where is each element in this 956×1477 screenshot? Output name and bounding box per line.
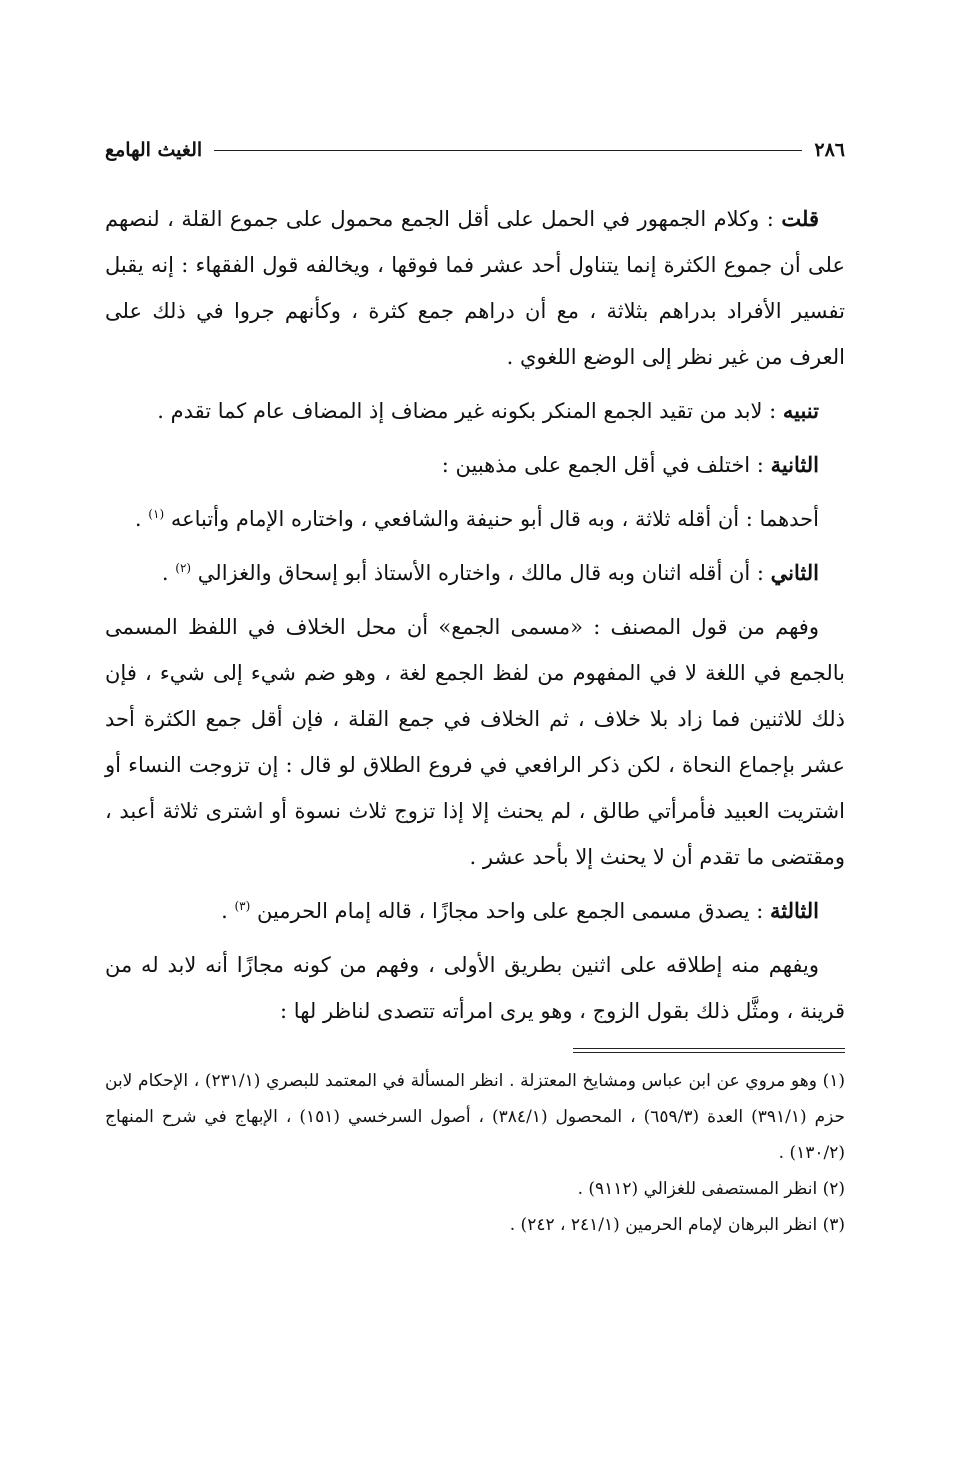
paragraph [105, 888, 845, 934]
paragraph-text: : لابد من تقيد الجمع المنكر بكونه غير مضاف إذ المضاف عام كما تقدم . [157, 399, 777, 423]
paragraph-lead: الثاني [770, 560, 819, 585]
paragraph-lead: قلت [781, 206, 819, 231]
main-text [105, 196, 845, 1034]
paragraph-text: : أن أقله اثنان وبه قال مالك ، واختاره الأستاذ أبو إسحاق والغزالي [197, 561, 764, 585]
footnote: (٢) انظر المستصفى للغزالي (٩١١٢) . [577, 1179, 845, 1199]
running-header [105, 130, 845, 170]
paragraph [105, 942, 845, 1034]
paragraph-lead: تنبيه [782, 398, 819, 423]
paragraph-text: وفهم من قول المصنف : «مسمى الجمع» أن محل الخلاف في اللفظ المسمى بالجمع في اللغة لا في المفهوم من لفظ الجمع لغة ، وهو ضم شيء إلى شيء ، فإن ذلك للاثنين فما زاد بلا خلاف ، ثم الخلاف في جمع القلة ، فإن أقل جمع الكثرة أحد عشر بإجماع النحاة ، لكن ذكر الرافعي في فروع الطلاق لو قال : إن تزوجت النساء أو اشتريت العبيد فأمرأتي طالق ، لم يحنث إلا إذا تزوج ثلاث نسوة أو اشترى ثلاثة أعبد ، ومقتضى ما تقدم أن لا يحنث إلا بأحد عشر . [105, 615, 845, 869]
paragraph-text: ويفهم منه إطلاقه على اثنين بطريق الأولى ، وفهم من كونه مجازًا أنه لابد له من قرينة ، ومثَّل ذلك بقول الزوج ، وهو يرى امرأته تتصدى لناظر لها : [105, 953, 845, 1023]
paragraph-end: . [221, 899, 228, 923]
paragraph-end: . [134, 507, 142, 531]
footnote-ref: (٣) [234, 899, 251, 913]
paragraph-text: : اختلف في أقل الجمع على مذهبين : [441, 453, 764, 477]
paragraph-text: أحدهما : أن أقله ثلاثة ، وبه قال أبو حنيفة والشافعي ، واختاره الإمام وأتباعه [170, 507, 819, 531]
paragraph-text: : وكلام الجمهور في الحمل على أقل الجمع محمول على جموع القلة ، لنصهم على أن جموع الكثرة إنما يتناول أحد عشر فما فوقها ، ويخالفه قول الفقهاء : إنه يقبل تفسير الأفراد بدراهم بثلاثة ، مع أن دراهم جمع كثرة ، وكأنهم جروا في ذلك على العرف من غير نظر إلى الوضع اللغوي . [105, 207, 845, 369]
header-rule [214, 150, 802, 151]
paragraph-end: . [161, 561, 169, 585]
footnote: (٣) انظر البرهان لإمام الحرمين (٢٤١/١ ، ٢٤٢) . [509, 1215, 845, 1235]
paragraph [105, 388, 845, 434]
paragraph [105, 442, 845, 488]
footnote-ref: (٢) [175, 561, 192, 575]
footnote: (١) وهو مروي عن ابن عباس ومشايخ المعتزلة . انظر المسألة في المعتمد للبصري (٢٣١/١) ، الإحكام لابن حزم (٣٩١/١) العدة (٦٥٩/٣) ، المحصول (٣٨٤/١) ، أصول السرخسي (١٥١) ، الإبهاج في شرح المنهاج (١٣٠/٢) . [105, 1071, 846, 1163]
book-title: الغيث الهامع [105, 139, 203, 161]
footnote-ref: (١) [148, 507, 165, 521]
paragraph [105, 604, 845, 880]
paragraph [105, 496, 845, 542]
footnotes [105, 1063, 845, 1243]
paragraph [105, 196, 845, 380]
book-page [105, 130, 845, 1243]
footnote-separator [573, 1048, 845, 1053]
paragraph [105, 550, 845, 596]
page-number: ٢٨٦ [814, 139, 845, 161]
paragraph-lead: الثالثة [770, 898, 819, 923]
paragraph-lead: الثانية [770, 452, 819, 477]
paragraph-text: : يصدق مسمى الجمع على واحد مجازًا ، قاله إمام الحرمين [256, 899, 764, 923]
